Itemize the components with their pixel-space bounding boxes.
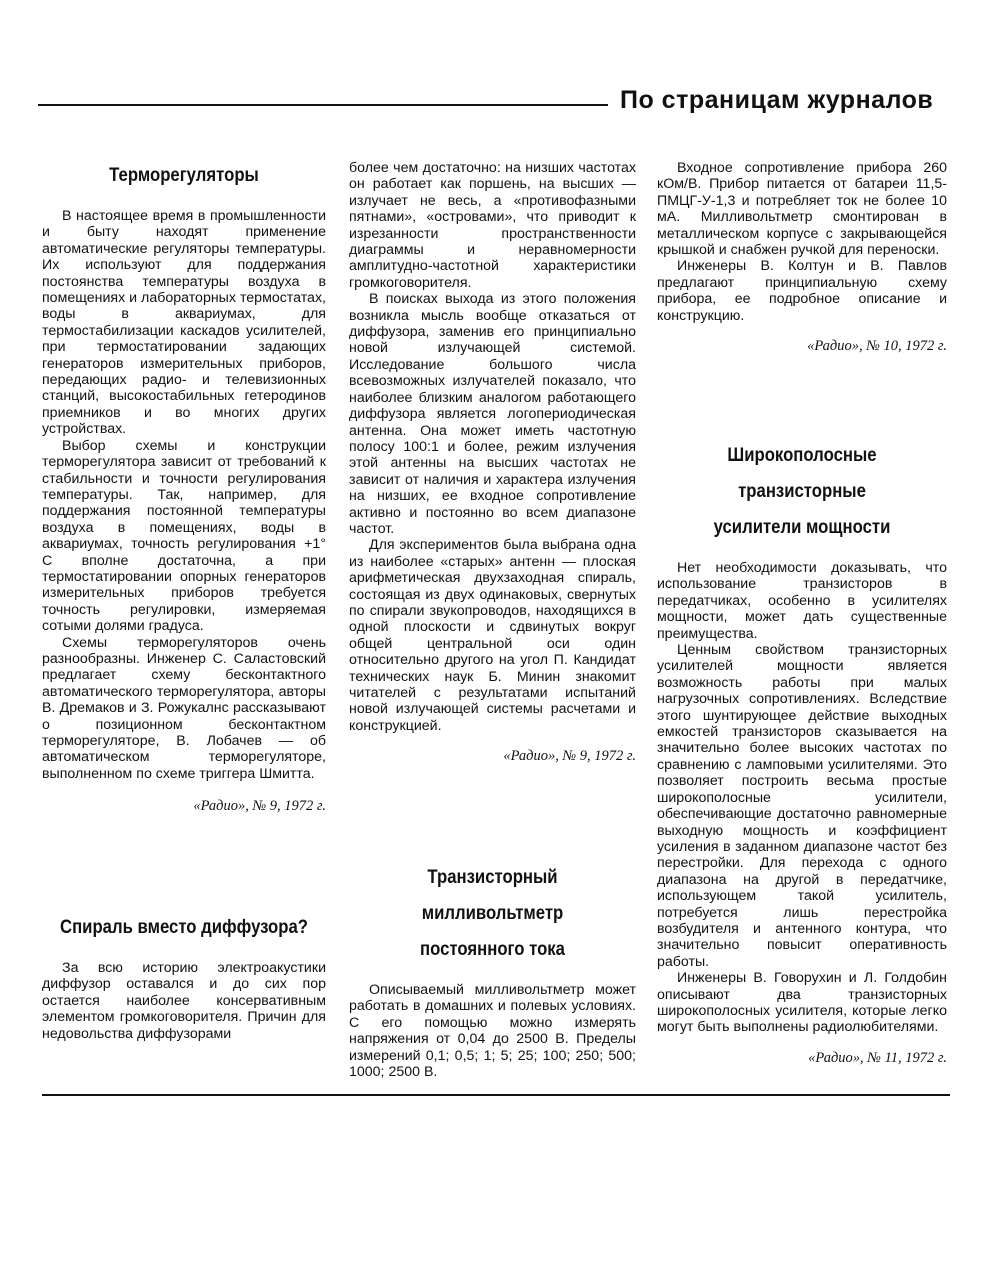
article-title-line2: постоянного тока <box>420 939 565 960</box>
paragraph: Инженеры В. Говорухин и Л. Голдобин описывают два транзисторных широкополосных усилителя, которые легко могут быть выполнены радиолюбителями. <box>657 970 947 1036</box>
article-millivoltmeter-continued <box>657 160 947 355</box>
paragraph: более чем достаточно: на низших частотах он работает как поршень, на высших — излучает не весь, а «противофазными пятнами», «островами», что приводит к изрезанности пространственности диаграммы и неравномерности амплитудно-частотной характеристики громкоговорителя. <box>349 160 636 291</box>
article-spiral-continued <box>349 160 636 765</box>
article-body <box>349 160 636 734</box>
article-body <box>657 560 947 1036</box>
article-title: Спираль вместо диффузора? <box>60 917 308 938</box>
article-body <box>349 982 636 1080</box>
article-thermoregulators <box>42 158 326 815</box>
source-citation: «Радио», № 11, 1972 г. <box>808 1049 947 1066</box>
paragraph: Выбор схемы и конструкции терморегулятора зависит от требований к стабильности и точности регулирования температуры. Так, например, для поддержания постоянной температуры воздуха в помещениях, воды в аквариумах, точность регулирования +1° С вполне достаточна, а при термостатировании опорных генераторов измерительных приборов требуется точность регулировки, измеряемая сотыми долями градуса. <box>42 437 326 635</box>
article-title-line1: Широкополосные транзисторные <box>727 445 877 502</box>
paragraph: За всю историю электроакустики диффузор оставался и до сих пор остается наиболее консервативным элементом громкоговорителя. Причин для недовольства диффузорами <box>42 960 326 1042</box>
paragraph: Схемы терморегуляторов очень разнообразны. Инженер С. Саластовский предлагает схему бесконтактного автоматического терморегулятора, авторы В. Дремаков и З. Рожукалнс рассказывают о позиционном бесконтактном терморегуляторе, В. Лобачев — об автоматическом терморегуляторе, выполненном по схеме триггера Шмитта. <box>42 634 326 782</box>
paragraph: Ценным свойством транзисторных усилителей мощности является возможность работы при малых нагрузочных сопротивлениях. Вследствие этого шунтирующее действие выходных емкостей транзисторов сказывается на значительно более высоких частотах по сравнению с ламповыми усилителями. Это позволяет построить весьма простые широкополосные усилители, обеспечивающие достаточно равномерные выходную мощность и коэффициент усиления в заданном диапазоне частот без перестройки. Для перехода с одного диапазона на другой в передатчике, использующем такой усилитель, потребуется лишь перестройка возбудителя и антенного контура, что значительно повысит оперативность работы. <box>657 642 947 970</box>
paragraph: В настоящее время в промышленности и быту находят применение автоматические регуляторы температуры. Их используют для поддержания постоянства температуры воздуха в помещениях и лабораторных термостатах, воды в аквариумах, для термостабилизации каскадов усилителей, при термостатировании задающих генераторов измерительных приборов, передающих радио- и телевизионных станций, высокостабильных гетеродинов приемников и во многих других устройствах. <box>42 208 326 438</box>
paragraph: Инженеры В. Колтун и В. Павлов предлагают принципиальную схему прибора, ее подробное описание и конструкцию. <box>657 258 947 324</box>
article-amplifiers <box>657 438 947 1067</box>
article-title: Терморегуляторы <box>109 165 259 186</box>
article-body <box>42 960 326 1042</box>
article-title-line1: Транзисторный милливольтметр <box>421 867 564 924</box>
paragraph: Описываемый милливольтметр может работать в домашних и полевых условиях. С его помощью можно измерять напряжения от 0,04 до 2500 В. Пределы измерений 0,1; 0,5; 1; 5; 25; 100; 250; 500; 1000; 2500 В. <box>349 982 636 1081</box>
footer-rule <box>42 1094 950 1096</box>
article-millivoltmeter <box>349 860 636 1080</box>
article-title-line2: усилители мощности <box>713 517 891 538</box>
paragraph: Для экспериментов была выбрана одна из наиболее «старых» антенн — плоская арифметическая двухзаходная спираль, состоящая из двух одинаковых, свернутых по спирали звукопроводов, находящихся в одной плоскости и сдвинутых вокруг общей центральной оси один относительно другого на угол П. Кандидат технических наук Б. Минин знакомит читателей с результатами испытаний новой излучающей системы расчетами и конструкцией. <box>349 537 636 734</box>
article-body <box>42 208 326 782</box>
paragraph: Входное сопротивление прибора 260 кОм/В. Прибор питается от батареи 11,5-ПМЦГ-У-1,3 и потребляет ток не более 10 мА. Милливольтметр смонтирован в металлическом корпусе с закрывающейся крышкой и снабжен ручкой для переноски. <box>657 160 947 259</box>
section-header-title: По страницам журналов <box>620 86 934 114</box>
article-spiral <box>42 910 326 1042</box>
article-body <box>657 160 947 324</box>
paragraph: В поисках выхода из этого положения возникла мысль вообще отказаться от диффузора, заменив его принципиально новой излучающей системой. Исследование большого числа всевозможных излучателей показало, что наиболее близким аналогом работающего диффузора является логопериодическая антенна. Она может иметь частотную полосу 100:1 и более, режим излучения этой антенны на высших частотах не зависит от наличия и характера излучения на низших, ее входное сопротивление активно и постоянно во всем диапазоне частот. <box>349 291 636 537</box>
paragraph: Нет необходимости доказывать, что использование транзисторов в передатчиках, особенно в усилителях мощности, может дать существенные преимущества. <box>657 560 947 642</box>
source-citation: «Радио», № 9, 1972 г. <box>503 748 636 765</box>
source-citation: «Радио», № 9, 1972 г. <box>193 798 326 815</box>
header-rule <box>38 104 608 106</box>
source-citation: «Радио», № 10, 1972 г. <box>807 338 947 355</box>
